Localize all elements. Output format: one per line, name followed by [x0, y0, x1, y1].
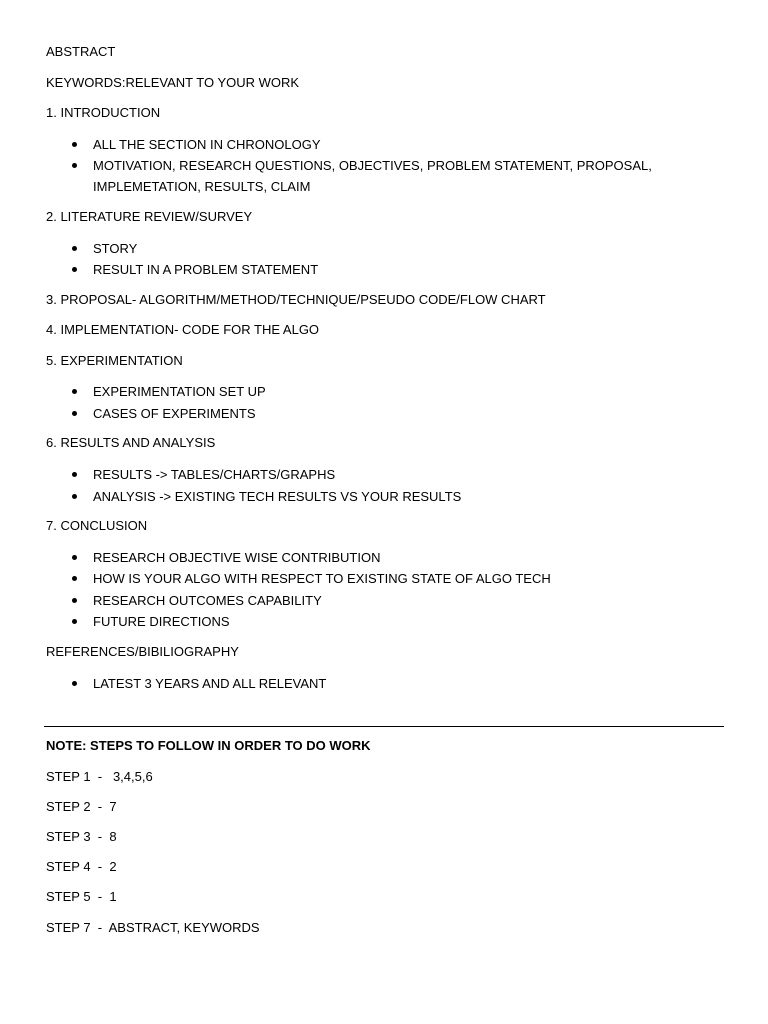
- bullet-icon: [72, 555, 77, 560]
- list-item: [93, 673, 693, 694]
- bullet-icon: [72, 576, 77, 581]
- step-line: [46, 769, 153, 785]
- bullet-icon: [72, 411, 77, 416]
- heading-implementation: 4. IMPLEMENTATION- CODE FOR THE ALGO: [46, 322, 320, 337]
- list-item-text: HOW IS YOUR ALGO WITH RESPECT TO EXISTING STATE OF ALGO TECH: [93, 571, 551, 586]
- horizontal-divider: [44, 726, 724, 727]
- list-item-text: RESEARCH OUTCOMES CAPABILITY: [93, 593, 322, 608]
- heading-conclusion: 7. CONCLUSION: [46, 518, 148, 533]
- list-item: [93, 547, 693, 568]
- list-item-text: CASES OF EXPERIMENTS: [93, 406, 256, 421]
- step-line: [46, 859, 117, 875]
- list-item-text: ANALYSIS -> EXISTING TECH RESULTS VS YOUR RESULTS: [93, 489, 462, 504]
- list-item: [93, 381, 693, 402]
- list-item-text: MOTIVATION, RESEARCH QUESTIONS, OBJECTIVES, PROBLEM STATEMENT, PROPOSAL, IMPLEMETATION, RESULTS, CLAIM: [93, 158, 652, 194]
- step-text: STEP 2 - 7: [46, 799, 117, 814]
- bullet-icon: [72, 472, 77, 477]
- heading-literature: 2. LITERATURE REVIEW/SURVEY: [46, 209, 253, 224]
- heading-experimentation: 5. EXPERIMENTATION: [46, 353, 183, 368]
- list-item-text: EXPERIMENTATION SET UP: [93, 384, 266, 399]
- step-text: STEP 1 - 3,4,5,6: [46, 769, 153, 784]
- list-item: [93, 568, 693, 589]
- bullet-icon: [72, 598, 77, 603]
- bullet-icon: [72, 246, 77, 251]
- list-item: [93, 259, 693, 280]
- list-item-text: LATEST 3 YEARS AND ALL RELEVANT: [93, 676, 327, 691]
- list-item: [93, 238, 693, 259]
- list-item: [93, 134, 693, 155]
- list-item-text: STORY: [93, 241, 138, 256]
- step-text: STEP 5 - 1: [46, 889, 117, 904]
- list-item: [93, 464, 693, 485]
- list-item: [93, 486, 693, 507]
- bullet-icon: [72, 163, 77, 168]
- note-title: NOTE: STEPS TO FOLLOW IN ORDER TO DO WORK: [46, 738, 371, 753]
- list-item: [93, 155, 693, 197]
- step-line: [46, 920, 260, 936]
- list-item: [93, 611, 693, 632]
- list-item: [93, 403, 693, 424]
- step-text: STEP 3 - 8: [46, 829, 117, 844]
- bullet-icon: [72, 142, 77, 147]
- step-line: [46, 829, 117, 845]
- list-item-text: RESULT IN A PROBLEM STATEMENT: [93, 262, 319, 277]
- list-item: [93, 590, 693, 611]
- bullet-icon: [72, 681, 77, 686]
- heading-introduction: 1. INTRODUCTION: [46, 105, 161, 120]
- heading-references: REFERENCES/BIBILIOGRAPHY: [46, 644, 239, 659]
- bullet-icon: [72, 619, 77, 624]
- heading-results: 6. RESULTS AND ANALYSIS: [46, 435, 216, 450]
- list-item-text: FUTURE DIRECTIONS: [93, 614, 230, 629]
- step-text: STEP 4 - 2: [46, 859, 117, 874]
- list-item-text: RESULTS -> TABLES/CHARTS/GRAPHS: [93, 467, 336, 482]
- list-item-text: RESEARCH OBJECTIVE WISE CONTRIBUTION: [93, 550, 381, 565]
- step-text: STEP 7 - ABSTRACT, KEYWORDS: [46, 920, 260, 935]
- step-line: [46, 799, 117, 815]
- bullet-icon: [72, 494, 77, 499]
- bullet-icon: [72, 267, 77, 272]
- heading-keywords: KEYWORDS:RELEVANT TO YOUR WORK: [46, 75, 300, 90]
- step-line: [46, 889, 117, 905]
- bullet-icon: [72, 389, 77, 394]
- list-item-text: ALL THE SECTION IN CHRONOLOGY: [93, 137, 321, 152]
- heading-abstract: ABSTRACT: [46, 44, 116, 59]
- heading-proposal: 3. PROPOSAL- ALGORITHM/METHOD/TECHNIQUE/PSEUDO CODE/FLOW CHART: [46, 292, 546, 307]
